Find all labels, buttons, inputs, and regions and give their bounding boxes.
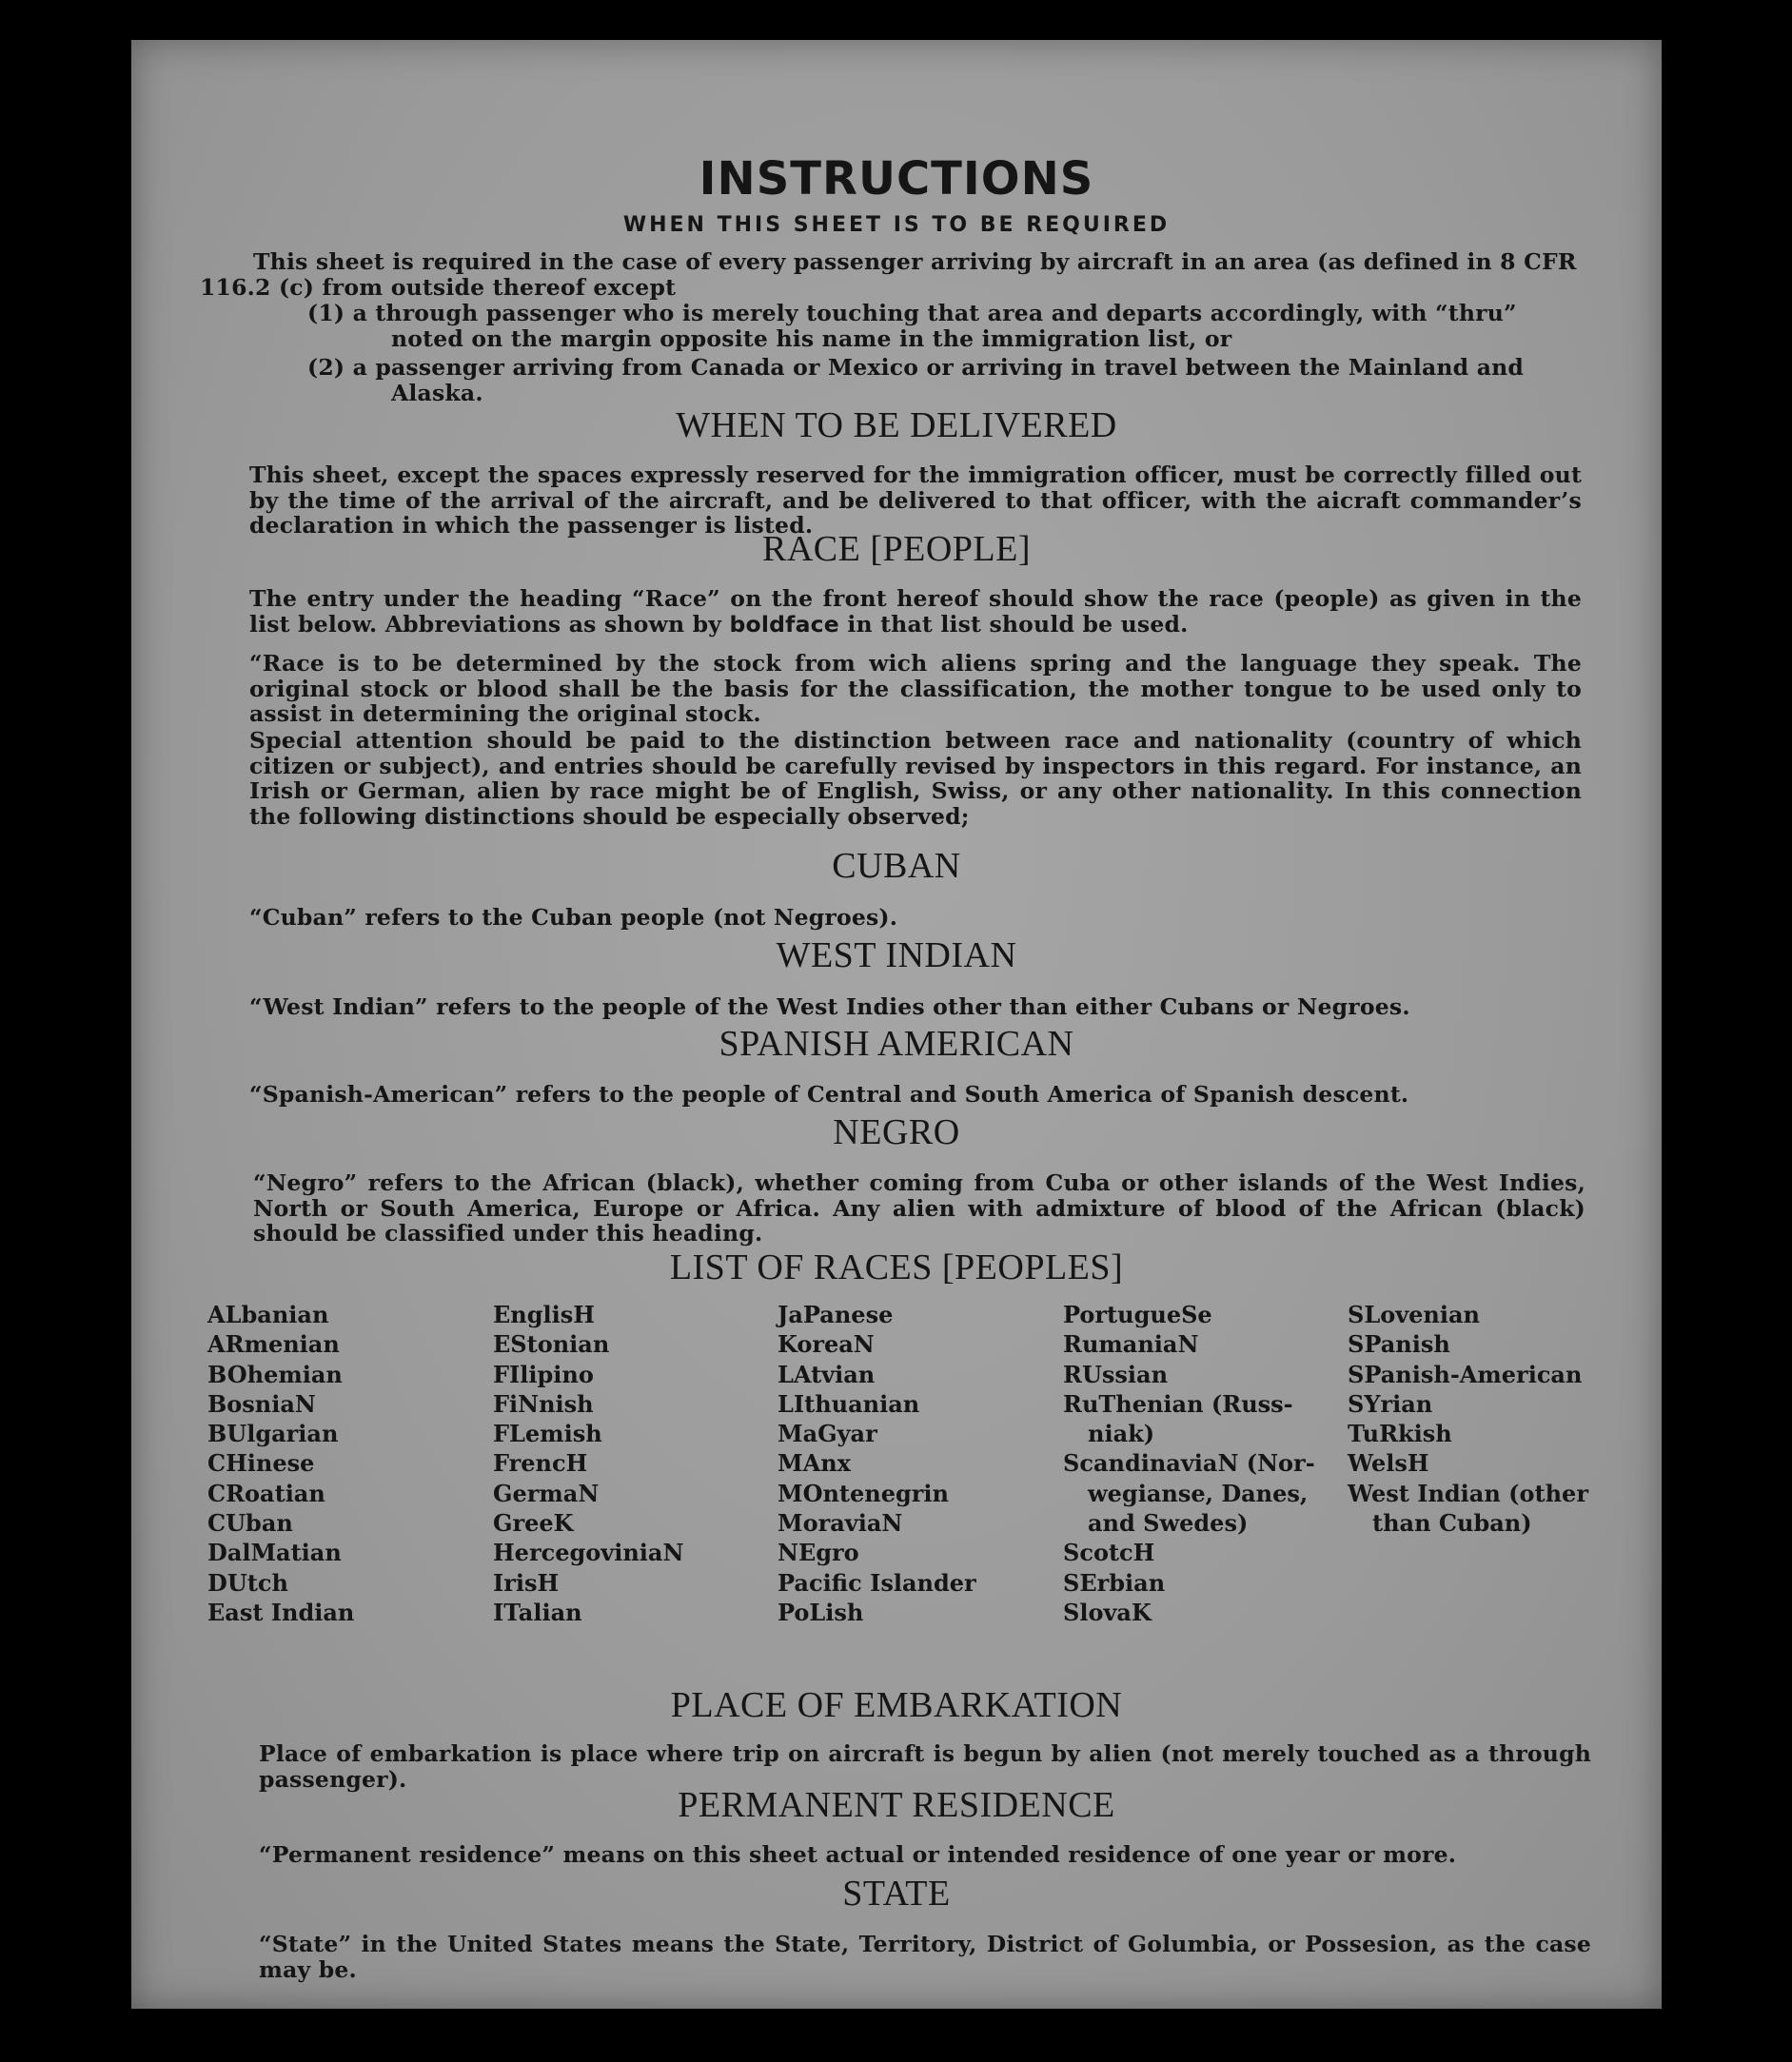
list-item: SPanish-American	[1348, 1360, 1583, 1388]
required-item-1-line2: noted on the margin opposite his name in the immigration list, or	[391, 324, 1232, 352]
embarkation-paragraph: Place of embarkation is place where trip on aircraft is begun by alien (not merely touched as a through passenger).	[259, 1740, 1591, 1793]
spanish-american-text	[200, 1082, 1582, 1108]
list-item: FrencH	[493, 1449, 588, 1478]
negro-text	[204, 1170, 1585, 1247]
races-column-5	[1348, 1300, 1588, 1538]
race-paragraph-3	[200, 728, 1582, 829]
list-item: ITalian	[493, 1598, 582, 1626]
state-paragraph: “State” in the United States means the State, Territory, District of Golumbia, or Possesion, as the case may be.	[259, 1931, 1591, 1983]
list-item: SErbian	[1063, 1568, 1166, 1597]
negro-heading: NEGRO	[833, 1112, 960, 1152]
list-item: MoraviaN	[778, 1509, 903, 1538]
list-item: RuThenian (Russ-	[1063, 1389, 1293, 1418]
list-item: PortugueSe	[1063, 1301, 1212, 1328]
list-item: BosniaN	[207, 1389, 316, 1418]
race-paragraph-2	[200, 651, 1582, 727]
list-item: FIlipino	[493, 1360, 594, 1388]
page-title: INSTRUCTIONS	[699, 152, 1094, 206]
west-indian-text	[200, 994, 1582, 1020]
list-item: RUssian	[1063, 1360, 1169, 1388]
residence-text	[209, 1842, 1591, 1868]
race-paragraph-1	[200, 586, 1582, 637]
list-item: CRoatian	[207, 1479, 325, 1507]
list-item: ScotcH	[1063, 1539, 1155, 1567]
list-item: BUlgarian	[207, 1420, 339, 1448]
list-item: WelsH	[1348, 1449, 1429, 1478]
document-sheet	[131, 40, 1662, 2009]
races-column-3	[778, 1300, 976, 1627]
delivered-text	[200, 462, 1582, 539]
race-heading: RACE [PEOPLE]	[762, 529, 1031, 569]
list-item: HercegoviniaN	[493, 1539, 684, 1567]
list-item: BOhemian	[207, 1360, 343, 1388]
negro-paragraph: “Negro” refers to the African (black), whether coming from Cuba or other islands of the West Indies, North or South America, Europe or Africa. Any alien with admixture of blood of the African (black) should be classified under this heading.	[253, 1169, 1585, 1247]
state-text	[209, 1932, 1591, 1982]
races-column-2	[493, 1300, 683, 1627]
spanish-american-paragraph: “Spanish-American” refers to the people of Central and South America of Spanish descent.	[249, 1081, 1409, 1108]
embarkation-heading: PLACE OF EMBARKATION	[670, 1685, 1123, 1725]
list-item-continuation: niak)	[1088, 1420, 1155, 1448]
list-item: RumaniaN	[1063, 1330, 1199, 1359]
race-p1-boldface: boldface	[729, 610, 839, 638]
required-item-1-line1: (1) a through passenger who is merely touching that area and departs accordingly, with “thru”	[307, 300, 1517, 326]
list-item-continuation: than Cuban)	[1372, 1509, 1532, 1538]
list-item: SlovaK	[1063, 1598, 1152, 1626]
residence-heading: PERMANENT RESIDENCE	[678, 1785, 1115, 1825]
list-item: MAnx	[778, 1449, 851, 1478]
list-item: SPanish	[1348, 1330, 1450, 1359]
list-item: West Indian (other	[1348, 1479, 1588, 1507]
list-item: FLemish	[493, 1420, 602, 1448]
required-intro	[200, 249, 1582, 300]
list-item: ScandinaviaN (Nor-	[1063, 1449, 1315, 1478]
list-item-continuation: wegianse, Danes,	[1088, 1479, 1309, 1507]
cuban-text	[200, 905, 1582, 931]
list-item: LAtvian	[778, 1360, 876, 1388]
list-item: TuRkish	[1348, 1420, 1452, 1448]
list-item: DalMatian	[207, 1539, 342, 1567]
page-subtitle: WHEN THIS SHEET IS TO BE REQUIRED	[622, 213, 1171, 237]
races-column-1	[207, 1300, 354, 1627]
list-item: CHinese	[207, 1449, 315, 1478]
list-item: MOntenegrin	[778, 1479, 949, 1507]
list-item: PoLish	[778, 1598, 864, 1626]
list-item: JaPanese	[778, 1301, 894, 1328]
list-heading: LIST OF RACES [PEOPLES]	[669, 1247, 1124, 1287]
west-indian-paragraph: “West Indian” refers to the people of the West Indies other than either Cubans or Negroes.	[249, 993, 1410, 1020]
west-indian-heading: WEST INDIAN	[776, 935, 1017, 975]
list-item: ARmenian	[207, 1330, 340, 1359]
race-p3-text: Special attention should be paid to the distinction between race and nationality (country of which citizen or subject), and entries should be carefully revised by inspectors in this regard. For instance, an Irish or German, alien by race might be of English, Swiss, or any other nationality. In this connection the following distinctions should be especially observed;	[249, 727, 1582, 830]
required-intro-line1: This sheet is required in the case of every passenger arriving by aircraft in an area (as defined in 8 CFR	[253, 248, 1577, 275]
residence-paragraph: “Permanent residence” means on this sheet actual or intended residence of one year or more.	[259, 1841, 1457, 1868]
list-item: CUban	[207, 1509, 293, 1538]
list-item: MaGyar	[778, 1420, 877, 1448]
cuban-heading: CUBAN	[832, 846, 961, 886]
list-item: FiNnish	[493, 1389, 594, 1418]
delivered-heading: WHEN TO BE DELIVERED	[676, 405, 1117, 445]
list-item: SYrian	[1348, 1389, 1433, 1418]
list-item: NEgro	[778, 1539, 859, 1567]
list-item-continuation: and Swedes)	[1088, 1509, 1249, 1538]
list-item: SLovenian	[1348, 1301, 1480, 1328]
race-p1-text-end: in that list should be used.	[847, 610, 1189, 638]
list-item: GermaN	[493, 1479, 600, 1507]
list-item: ALbanian	[207, 1301, 329, 1328]
list-item: DUtch	[207, 1568, 288, 1597]
required-item-2-line1: (2) a passenger arriving from Canada or Mexico or arriving in travel between the Mainland and	[307, 354, 1525, 381]
list-item: EStonian	[493, 1330, 610, 1359]
race-p1-text: The entry under the heading “Race” on the front hereof should show the race (people) as given in the list below. Abbreviations as shown by	[249, 585, 1582, 638]
required-intro-line2: 116.2 (c) from outside thereof except	[200, 273, 677, 301]
required-item-1	[307, 301, 1582, 351]
cuban-paragraph: “Cuban” refers to the Cuban people (not Negroes).	[249, 904, 898, 931]
delivered-paragraph: This sheet, except the spaces expressly reserved for the immigration officer, must be correctly filled out by the time of the arrival of the aircraft, and be delivered to that officer, with the aicraft commander’s declaration in which the passenger is listed.	[249, 461, 1582, 539]
race-p2-text: “Race is to be determined by the stock from wich aliens spring and the language they speak. The original stock or blood shall be the basis for the classification, the mother tongue to be used only to assist in determining the original stock.	[249, 650, 1582, 727]
list-item: LIthuanian	[778, 1389, 920, 1418]
list-item: Pacific Islander	[778, 1568, 976, 1597]
required-item-2	[307, 355, 1582, 405]
list-item: East Indian	[207, 1598, 355, 1626]
list-item: GreeK	[493, 1509, 574, 1538]
list-item: IrisH	[493, 1568, 560, 1597]
spanish-american-heading: SPANISH AMERICAN	[719, 1024, 1074, 1064]
state-heading: STATE	[842, 1874, 951, 1914]
list-item: KoreaN	[778, 1330, 875, 1359]
required-item-2-line2: Alaska.	[391, 379, 483, 406]
list-item: EnglisH	[493, 1301, 595, 1328]
races-column-4	[1063, 1300, 1315, 1627]
